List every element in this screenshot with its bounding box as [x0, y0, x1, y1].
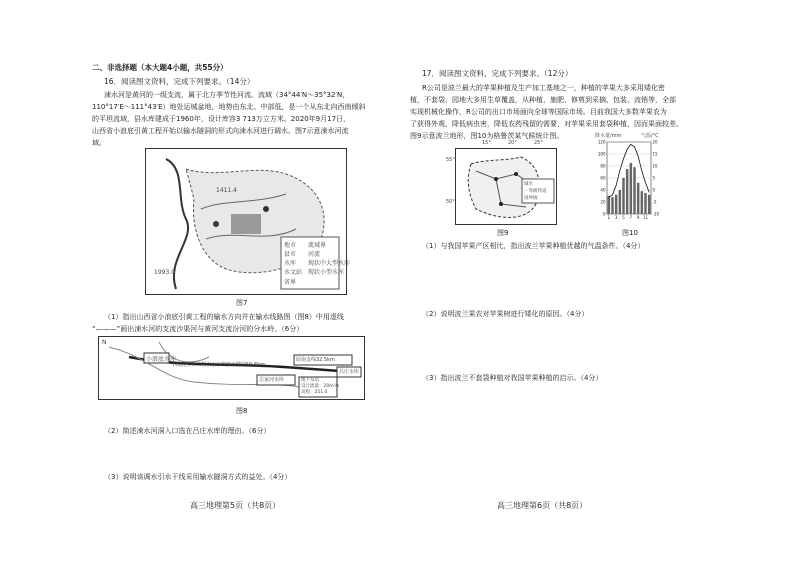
y-tick-label-right: 10: [652, 163, 658, 169]
fig9-lat-50: 50°: [446, 199, 455, 205]
fig10-left-title: 降水量/mm: [595, 133, 622, 139]
precip-bar: [615, 195, 617, 214]
fig9-legend-2: 一等级铁道: [524, 189, 547, 194]
y-tick-label-left: 80: [600, 163, 606, 169]
fig8-north-label: N: [102, 339, 107, 346]
fig8-stat5: 高程：251.0: [301, 390, 328, 395]
temperature-line: [609, 144, 649, 197]
fig10-right-title: 气温/°C: [641, 133, 659, 139]
q16-line-5: 域。: [92, 139, 106, 147]
precip-bar: [641, 191, 643, 214]
x-tick-label: 1: [607, 215, 611, 220]
y-tick-label-left: 100: [597, 151, 606, 157]
figure-9-map: [446, 140, 557, 225]
q16-line-2: 110°17′E～111°43′E）地处运城盆地，地势由东北、中部低，是一个从东北向西南倾斜: [92, 103, 366, 111]
figure-10-caption: 图10: [622, 229, 638, 237]
y-tick-label-left: 120: [597, 139, 606, 145]
q16-line-3: 的平坦流域，县水库建成于1960年，设计库容3 713万立方米。2020年9月17日，: [92, 115, 351, 123]
figure-7-map: [145, 148, 351, 295]
fig7-legend-9: 省界: [284, 279, 297, 286]
fig7-legend-8: 现状小型水库: [308, 269, 345, 276]
precip-bar: [622, 178, 624, 214]
precip-bar: [608, 196, 610, 214]
y-tick-label-right: 5: [652, 175, 656, 181]
q17-line-1: R公司是波兰最大的苹果种植及生产加工基地之一，种植的苹果大多采用矮化密: [422, 84, 665, 92]
y-tick-label-left: 60: [600, 175, 606, 181]
y-tick-label-right: -10: [652, 211, 660, 217]
y-tick-label-left: 0: [602, 211, 606, 217]
fig8-stat3: 地下泵站: [301, 378, 319, 383]
x-tick-label: 9: [636, 215, 640, 220]
fig7-legend-3: 水库: [284, 260, 297, 267]
fig7-legend-4: 水文站: [284, 269, 303, 276]
precip-bar: [637, 183, 639, 214]
fig7-legend-1: 地市: [284, 242, 297, 249]
precip-bar: [633, 167, 635, 214]
fig7-legend-6: 河流: [308, 251, 321, 258]
precip-bar: [619, 190, 621, 214]
x-tick-label: 7: [629, 215, 633, 220]
figure-9-caption: 图9: [497, 229, 509, 237]
q16-heading: 16．阅读图文资料，完成下列要求。（14分）: [104, 77, 255, 86]
q17-line-2: 植，不套袋，园地大多用生草覆盖，从种植、施肥、修剪到采摘、包装、流销等，全部: [410, 96, 676, 104]
fig7-legend-7: 现状中大型水库: [308, 260, 351, 267]
fig9-drawing: [456, 149, 556, 224]
precip-bar: [644, 193, 646, 214]
section-title: 二、非选择题（本大题4小题，共55分）: [92, 63, 228, 72]
q16-2: （2）简述涑水河洞入口选在吕庄水库的理由。（6分）: [104, 427, 271, 435]
q17-line-3: 实现机械化操作，R公司的出口市场面向全球等国际市场。目前我国大多数苹果农为: [410, 108, 667, 116]
y-tick-label-right: -5: [652, 199, 657, 205]
q16-line-4: 山西省小浪底引黄工程开始以输水隧洞的形式向涑水河进行调水。图7示意涑水河流: [92, 127, 349, 135]
y-tick-label-left: 40: [600, 187, 606, 193]
right-page: [397, 0, 794, 561]
fig7-elev-low: 1993.0: [154, 269, 175, 276]
figure-8-route: [98, 336, 365, 400]
fig7-elev-high: 1411.4: [216, 187, 237, 194]
fig9-lon-25: 25°: [534, 140, 543, 146]
figure-7-caption: 图7: [236, 299, 248, 307]
fig9-lat-55: 55°: [446, 157, 455, 163]
q16-3: （3）说明该调水引水干线采用输水隧洞方式的益处。（4分）: [104, 473, 292, 481]
fig8-stat4: 设计流量：20m³/s: [301, 384, 340, 389]
q17-1: （1）与我国苹果产区相比，指出波兰苹果种植优越的气温条件。（4分）: [422, 242, 645, 250]
q16-1-line-1: （1）指出山西省小浪底引黄工程的输水方向并在输水线路图（图8）中用虚线: [104, 313, 344, 321]
figure-10-chart: [593, 132, 663, 224]
q17-2: （2）说明波兰果农对苹果树进行矮化的原因。（4分）: [422, 310, 589, 318]
fig7-legend-2: 县市: [284, 251, 297, 258]
fig8-end: 吕庄水库: [339, 369, 360, 375]
y-tick-label-left: 20: [600, 199, 606, 205]
fig7-legend-5: 流域界: [308, 242, 327, 249]
precip-bar: [626, 169, 628, 214]
q17-3: （3）指出波兰不套袋种植对我国苹果种植的启示。（4分）: [422, 374, 603, 382]
precip-bar: [630, 163, 632, 214]
y-tick-label-right: 0: [652, 187, 656, 193]
fig8-start: 小浪底水库: [146, 356, 177, 363]
y-tick-label-right: 20: [652, 139, 658, 145]
precip-bar: [648, 195, 650, 214]
footer-page-6: 高三地理第6页（共8页）: [497, 501, 588, 510]
fig9-legend-3: 国界线: [524, 196, 538, 201]
fig8-stat1: 原南支线32.5km: [296, 357, 335, 363]
precip-bar: [611, 197, 613, 214]
q17-heading: 17．阅读图文资料，完成下列要求。（12分）: [422, 69, 573, 78]
y-tick-label-right: 15: [652, 151, 658, 157]
climate-chart-svg: [593, 132, 663, 224]
x-tick-label: 11: [642, 215, 649, 220]
footer-page-5: 高三地理第5页（共8页）: [190, 501, 281, 510]
x-tick-label: 5: [622, 215, 625, 220]
fig8-stat2: 岳家河水库: [259, 377, 285, 383]
q17-line-5: 图9示意波兰地形，图10为格鲁茨某气候统计图。: [410, 132, 564, 140]
fig9-lon-20: 20°: [508, 140, 517, 146]
q16-1-line-2: “———”画出涑水河的支流沙渠河与黄河支流汾河的分水岭。（6分）: [92, 325, 304, 333]
figure-8-caption: 图8: [236, 407, 248, 415]
q16-line-1: 涑水河是黄河的一级支流，属于北方季节性河流。流域（34°44′N～35°32′N，: [104, 91, 350, 99]
x-tick-label: 3: [614, 215, 618, 220]
q17-line-4: 了获得外观，降低病虫害，降低农药残留的需要，对苹果采用套袋种植，因而果面较差。: [410, 120, 683, 128]
fig9-lon-15: 15°: [482, 140, 491, 146]
fig9-legend-1: 城市: [524, 182, 533, 187]
fig8-mid: 小浪底引黄工程引水干线输水隧洞59.6km: [171, 362, 265, 368]
